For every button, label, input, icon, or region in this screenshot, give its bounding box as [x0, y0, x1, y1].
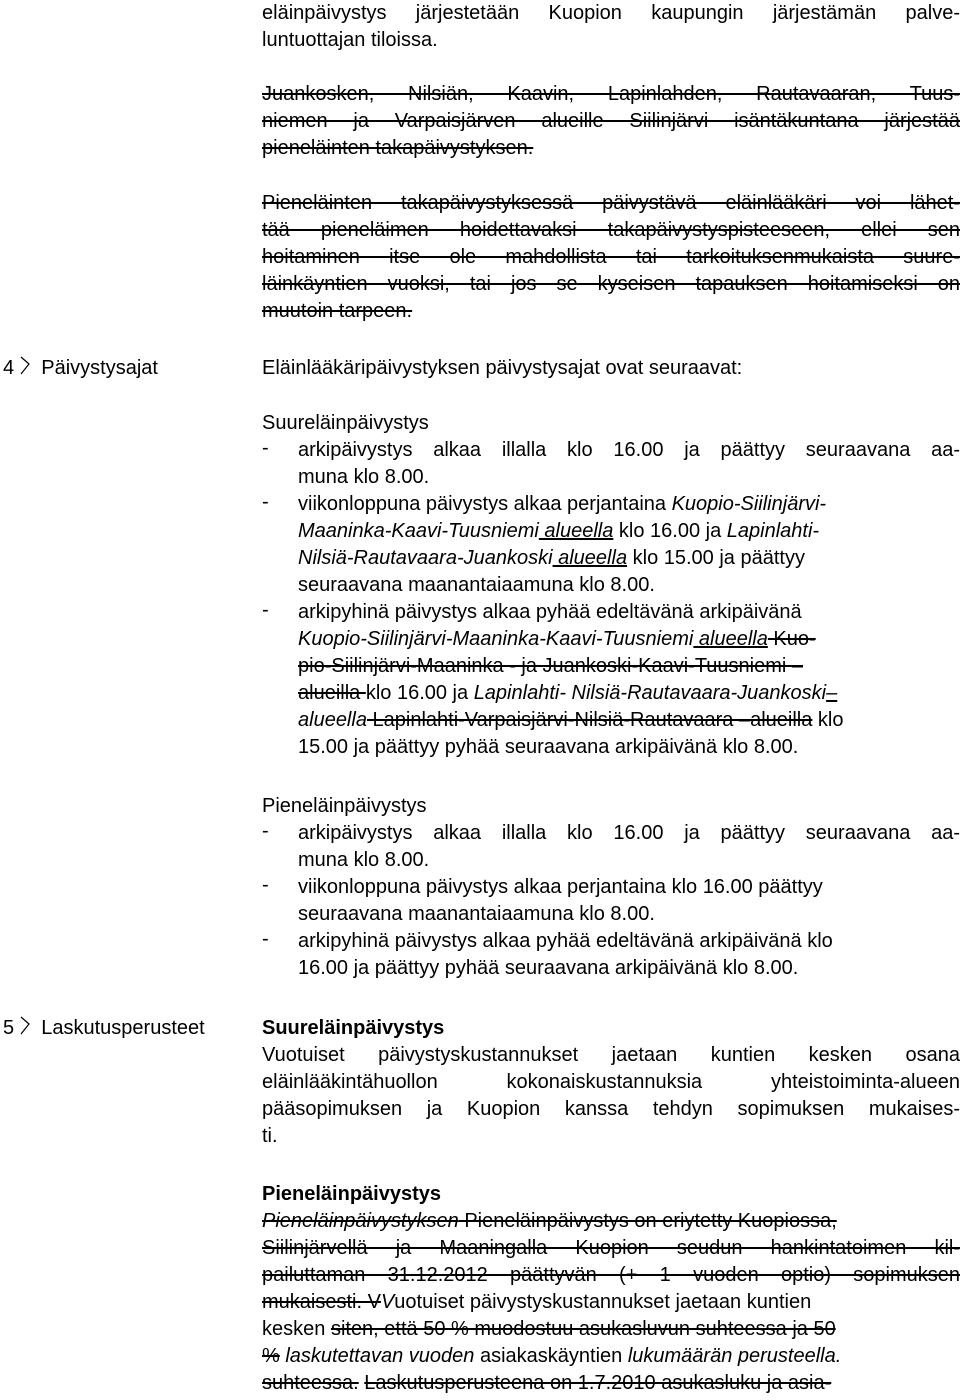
text-line — [262, 518, 960, 545]
text-span: pio-Siilinjärvi-Maaninka - ja Juankoski-Kaavi-Tuusniemi — [298, 655, 792, 677]
text-line: luntuottajan tiloissa. — [262, 29, 438, 51]
section-5-heading — [3, 1015, 205, 1042]
text-line: eläinpäivystys järjestetään Kuopion kaupungin järjestämän palve- — [262, 2, 960, 24]
text-line: pääsopimuksen ja Kuopion kanssa tehdyn sopimuksen mukaises- — [262, 1098, 960, 1120]
text-line: arkipyhinä päivystys alkaa pyhää edeltävänä arkipäivänä klo — [298, 930, 833, 952]
text-line — [262, 707, 960, 734]
text-span: – — [826, 682, 838, 704]
text-line — [262, 1316, 960, 1343]
text-line — [262, 1343, 960, 1370]
text-span: asiakaskäyntien — [474, 1345, 628, 1367]
text-span: alueella — [693, 628, 768, 650]
list-item — [262, 599, 960, 761]
text-line: arkipäivystys alkaa illalla klo 16.00 ja päättyy seuraavana aa- — [298, 439, 960, 461]
struck-paragraph-backup-duty — [262, 190, 960, 325]
text-span: Nilsiä-Rautavaara-Juankoski — [298, 547, 553, 569]
list-item — [262, 928, 960, 982]
text-line — [262, 491, 960, 518]
text-line — [262, 1208, 960, 1235]
text-span: kesken — [262, 1318, 331, 1340]
section-number: 5 — [3, 1017, 15, 1039]
text-span: % — [262, 1345, 280, 1367]
billing-large-animal — [262, 1015, 960, 1150]
text-span: klo 16.00 ja — [613, 520, 727, 542]
text-line: 16.00 ja päättyy pyhää seuraavana arkipäivänä klo 8.00. — [298, 957, 799, 979]
text-line: läinkäyntien vuoksi, tai jos se kyseisen tapauksen hoitamiseksi on — [262, 273, 960, 295]
list-dash: - — [262, 820, 269, 842]
text-line: arkipäivystys alkaa illalla klo 16.00 ja päättyy seuraavana aa- — [298, 822, 960, 844]
text-line: ti. — [262, 1125, 278, 1147]
list-dash: - — [262, 599, 269, 621]
text-line — [262, 1370, 960, 1397]
text-line: Pieneläinten takapäivystyksessä päivystävä eläinlääkäri voi lähet- — [262, 192, 960, 214]
text-span: klo 15.00 ja päättyy — [627, 547, 805, 569]
section-title: Päivystysajat — [41, 357, 158, 379]
text-line: arkipyhinä päivystys alkaa pyhää edeltävänä arkipäivänä — [298, 601, 802, 623]
text-line: muna klo 8.00. — [298, 466, 430, 488]
large-animal-duty-list — [262, 410, 960, 761]
section-title: Laskutusperusteet — [41, 1017, 205, 1039]
text-line: seuraavana maanantaiaamuna klo 8.00. — [298, 903, 655, 925]
text-line: muna klo 8.00. — [298, 849, 430, 871]
text-line: tää pieneläimen hoidettavaksi takapäivystyspisteeseen, ellei sen — [262, 219, 960, 241]
list-item — [262, 491, 960, 599]
text-span: – — [791, 655, 804, 677]
text-line: muutoin tarpeen. — [262, 300, 413, 322]
text-span: uotuiset päivystyskustannukset jaetaan kuntien — [394, 1291, 812, 1313]
text-span: laskutettavan vuoden — [279, 1345, 475, 1367]
list-item — [262, 820, 960, 874]
text-span: Laskutusperusteena on 1.7.2010 asukasluku ja asia- — [364, 1372, 832, 1394]
list-item — [262, 437, 960, 491]
text-line — [262, 626, 960, 653]
text-span: alueilla — [298, 682, 366, 704]
text-span: lukumäärän perusteella. — [627, 1345, 842, 1367]
text-span: viikonloppuna päivystys alkaa perjantaina — [298, 493, 672, 515]
text-line: pailuttaman 31.12.2012 päättyvän (+ 1 vuoden optio) sopimuksen — [262, 1264, 960, 1286]
text-line: Vuotuiset päivystyskustannukset jaetaan kuntien kesken osana — [262, 1044, 960, 1066]
text-line: niemen ja Varpaisjärven alueille Siilinjärvi isäntäkuntana järjestää — [262, 110, 960, 132]
text-span: alueella — [538, 520, 614, 542]
text-span: Lapinlahti- — [726, 520, 820, 542]
text-line — [262, 653, 960, 680]
text-span: siten, että 50 % muodostuu asukasluvun suhteessa ja 50 — [330, 1318, 836, 1340]
text-line: pieneläinten takapäivystyksen. — [262, 137, 534, 159]
list-dash: - — [262, 491, 269, 513]
text-line — [262, 1289, 960, 1316]
text-line: hoitaminen itse ole mahdollista tai tarkoituksenmukaista suure- — [262, 246, 960, 268]
text-line: eläinlääkintähuollon kokonaiskustannuksia yhteistoiminta-alueen — [262, 1071, 960, 1093]
text-span: klo — [812, 709, 844, 731]
section-number: 4 — [3, 357, 15, 379]
text-span: mukaisesti. V — [262, 1291, 381, 1313]
text-span: Lapinlahti-Varpaisjärvi-Nilsiä-Rautavaara — [366, 709, 739, 731]
intro-paragraph — [262, 0, 960, 54]
text-span: V — [380, 1291, 395, 1313]
paragraph-marker-icon — [20, 1015, 36, 1042]
text-span: Kuo- — [767, 628, 816, 650]
text-span: klo 16.00 ja — [365, 682, 474, 704]
text-line: viikonloppuna päivystys alkaa perjantaina klo 16.00 päättyy — [298, 876, 823, 898]
text-line: Siilinjärvellä ja Maaningalla Kuopion seudun hankintatoimen kil- — [262, 1237, 960, 1259]
list-dash: - — [262, 928, 269, 950]
small-animal-duty-list — [262, 793, 960, 982]
subheading: Pieneläinpäivystys — [262, 795, 427, 817]
text-span: Lapinlahti- Nilsiä-Rautavaara-Juankoski — [473, 682, 827, 704]
text-span: alueella — [552, 547, 628, 569]
list-dash: - — [262, 874, 269, 896]
paragraph-marker-icon — [20, 355, 36, 382]
text-span: Pieneläinpäivystys on eriytetty Kuopiossa, — [458, 1210, 837, 1232]
list-dash: - — [262, 437, 269, 459]
billing-small-animal — [262, 1181, 960, 1397]
text-span: –alueilla — [738, 709, 813, 731]
text-span: Kuopio-Siilinjärvi-Maaninka-Kaavi-Tuusniemi — [298, 628, 694, 650]
subheading: Suureläinpäivystys — [262, 1017, 445, 1039]
struck-paragraph-host-municipality — [262, 81, 960, 162]
list-item — [262, 874, 960, 928]
text-line — [262, 680, 960, 707]
section-4-lead: Eläinlääkäripäivystyksen päivystysajat ovat seuraavat: — [262, 357, 743, 379]
text-line: 15.00 ja päättyy pyhää seuraavana arkipäivänä klo 8.00. — [298, 736, 799, 758]
text-span: Pieneläinpäivystyksen — [262, 1210, 459, 1232]
text-span: alueella — [298, 709, 367, 731]
text-line — [262, 545, 960, 572]
text-span: Maaninka-Kaavi-Tuusniemi — [298, 520, 539, 542]
text-span: suhteessa. — [262, 1372, 359, 1394]
section-4-heading — [3, 355, 158, 382]
text-span: Kuopio-Siilinjärvi- — [671, 493, 827, 515]
subheading: Pieneläinpäivystys — [262, 1183, 441, 1205]
text-line: Juankosken, Nilsiän, Kaavin, Lapinlahden, Rautavaaran, Tuus- — [262, 83, 960, 105]
text-line: seuraavana maanantaiaamuna klo 8.00. — [298, 574, 655, 596]
subheading: Suureläinpäivystys — [262, 412, 429, 434]
